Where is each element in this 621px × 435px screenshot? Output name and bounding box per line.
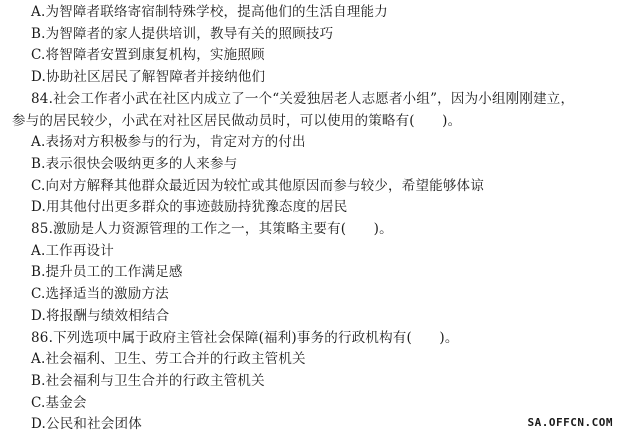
q86-option-d: D.公民和社会团体 [31,416,142,433]
q84-option-a: A.表扬对方积极参与的行为，肯定对方的付出 [31,134,306,151]
q84-option-b: B.表示很快会吸纳更多的人来参与 [31,155,238,172]
q85-option-a: A.工作再设计 [31,242,114,259]
prev-option-c: C.将智障者安置到康复机构，实施照顾 [31,47,265,64]
q85-option-b: B.提升员工的工作满足感 [31,264,183,281]
q84-option-c: C.向对方解释其他群众最近因为较忙或其他原因而参与较少，希望能够体谅 [31,177,484,194]
prev-option-a: A.为智障者联络寄宿制特殊学校，提高他们的生活自理能力 [31,4,388,20]
prev-option-d: D.协助社区居民了解智障者并接纳他们 [31,69,266,86]
q85-option-d: D.将报酬与绩效相结合 [31,307,170,324]
q85-option-c: C.选择适当的激励方法 [31,286,169,303]
watermark-text: SA.OFFCN.COM [527,416,613,429]
q84-stem-line2: 参与的居民较少，小武在对社区居民做动员时，可以使用的策略有( )。 [12,112,462,129]
q85-stem: 85.激励是人力资源管理的工作之一，其策略主要有( )。 [31,221,393,237]
q86-option-b: B.社会福利与卫生合并的行政主管机关 [31,372,265,389]
prev-option-b: B.为智障者的家人提供培训，教导有关的照顾技巧 [31,25,334,42]
q86-option-a: A.社会福利、卫生、劳工合并的行政主管机关 [31,351,306,368]
q84-option-d: D.用其他付出更多群众的事迹鼓励持犹豫态度的居民 [31,199,348,216]
q86-stem: 86.下列选项中属于政府主管社会保障(福利)事务的行政机构有( )。 [31,329,459,346]
q86-option-c: C.基金会 [31,394,87,411]
q84-stem-line1: 84.社会工作者小武在社区内成立了一个“关爱独居老人志愿者小组”，因为小组刚刚建立， [31,90,575,107]
